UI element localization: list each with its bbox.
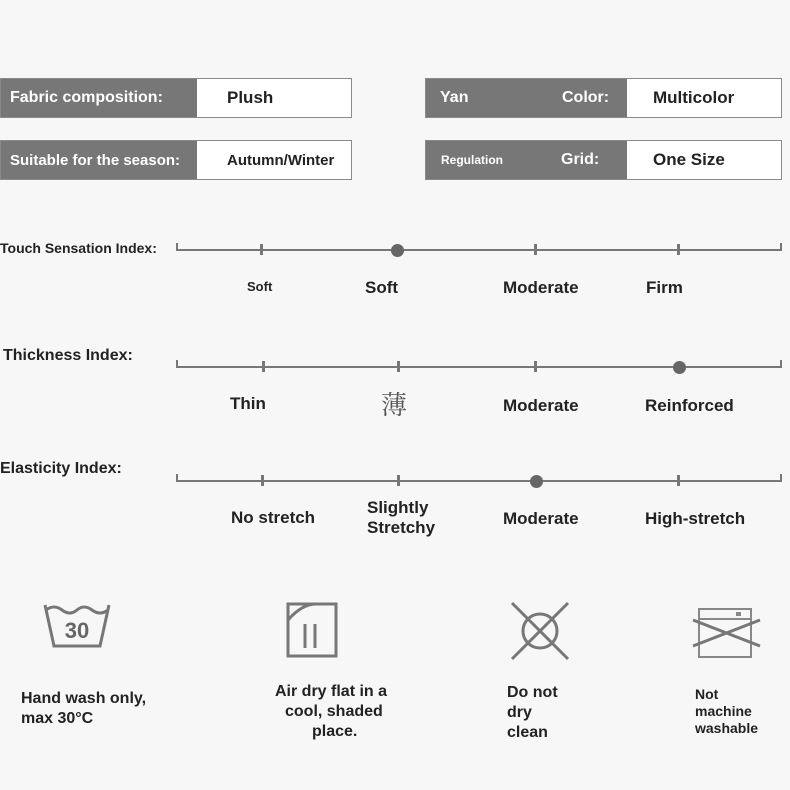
- hand-wash-30-icon: [42, 600, 112, 652]
- touch-option-2: Soft: [365, 278, 399, 297]
- hand-wash-temp: 30: [64, 618, 90, 643]
- scale-tick: [677, 244, 680, 255]
- color-row: [425, 78, 782, 118]
- scale-line: [176, 480, 782, 482]
- scale-tick: [260, 244, 263, 255]
- no-dry-clean-text-1: Do not: [507, 684, 558, 701]
- season-value: Autumn/Winter: [227, 151, 335, 169]
- no-machine-text-3: washable: [695, 720, 759, 736]
- elasticity-index-marker: [530, 475, 543, 488]
- season-label: Suitable for the season:: [1, 141, 197, 179]
- yan-label: Yan: [440, 89, 469, 106]
- elasticity-option-2b: Stretchy: [367, 518, 436, 537]
- elasticity-index-scale: [176, 474, 782, 488]
- grid-value: One Size: [653, 150, 725, 169]
- no-dry-clean-text-2: dry: [507, 704, 532, 721]
- touch-option-1: Soft: [247, 279, 273, 294]
- scale-end-right: [780, 360, 782, 368]
- scale-end-left: [176, 243, 178, 251]
- thickness-index-marker: [673, 361, 686, 374]
- fabric-composition-label: Fabric composition:: [1, 79, 197, 117]
- no-machine-wash-icon: [692, 606, 762, 660]
- scale-line: [176, 366, 782, 368]
- touch-index-scale: [176, 243, 782, 257]
- elasticity-option-3: Moderate: [503, 509, 579, 528]
- no-machine-text-2: machine: [695, 703, 752, 719]
- elasticity-option-2a: Slightly: [367, 498, 429, 517]
- scale-end-left: [176, 474, 178, 482]
- scale-tick: [397, 475, 400, 486]
- thickness-option-2: 薄: [381, 391, 408, 421]
- air-dry-text-3: place.: [312, 723, 358, 740]
- regulation-label: Regulation: [441, 153, 503, 167]
- fabric-composition-value: Plush: [227, 88, 274, 107]
- thickness-index-scale: [176, 360, 782, 374]
- scale-tick: [677, 475, 680, 486]
- elasticity-option-1: No stretch: [231, 508, 316, 527]
- thickness-option-3: Moderate: [503, 396, 579, 415]
- grid-row: [425, 140, 782, 180]
- thickness-option-4: Reinforced: [645, 396, 734, 415]
- thickness-index-title: Thickness Index:: [3, 347, 133, 364]
- do-not-dry-clean-icon: [509, 600, 571, 662]
- air-dry-text-2: cool, shaded: [285, 703, 383, 720]
- scale-tick: [397, 361, 400, 372]
- scale-line: [176, 249, 782, 251]
- color-value: Multicolor: [653, 88, 735, 107]
- scale-tick: [261, 475, 264, 486]
- elasticity-index-title: Elasticity Index:: [0, 460, 122, 477]
- no-dry-clean-text-3: clean: [507, 724, 548, 741]
- scale-tick: [534, 361, 537, 372]
- color-label: Color:: [562, 89, 610, 106]
- touch-option-3: Moderate: [503, 278, 579, 297]
- season-row: [0, 140, 352, 180]
- fabric-composition-row: [0, 78, 352, 118]
- thickness-option-1: Thin: [230, 394, 266, 413]
- touch-index-title: Touch Sensation Index:: [0, 240, 157, 256]
- scale-end-left: [176, 360, 178, 368]
- hand-wash-text-2: max 30°C: [21, 710, 94, 727]
- scale-tick: [262, 361, 265, 372]
- air-dry-text-1: Air dry flat in a: [275, 683, 388, 700]
- scale-end-right: [780, 474, 782, 482]
- scale-end-right: [780, 243, 782, 251]
- hand-wash-text-1: Hand wash only,: [21, 690, 147, 707]
- elasticity-option-4: High-stretch: [645, 509, 746, 528]
- touch-index-marker: [391, 244, 404, 257]
- scale-tick: [534, 244, 537, 255]
- air-dry-flat-icon: [286, 602, 338, 658]
- grid-label: Grid:: [561, 151, 600, 168]
- touch-option-4: Firm: [646, 278, 683, 297]
- no-machine-text-1: Not: [695, 686, 719, 702]
